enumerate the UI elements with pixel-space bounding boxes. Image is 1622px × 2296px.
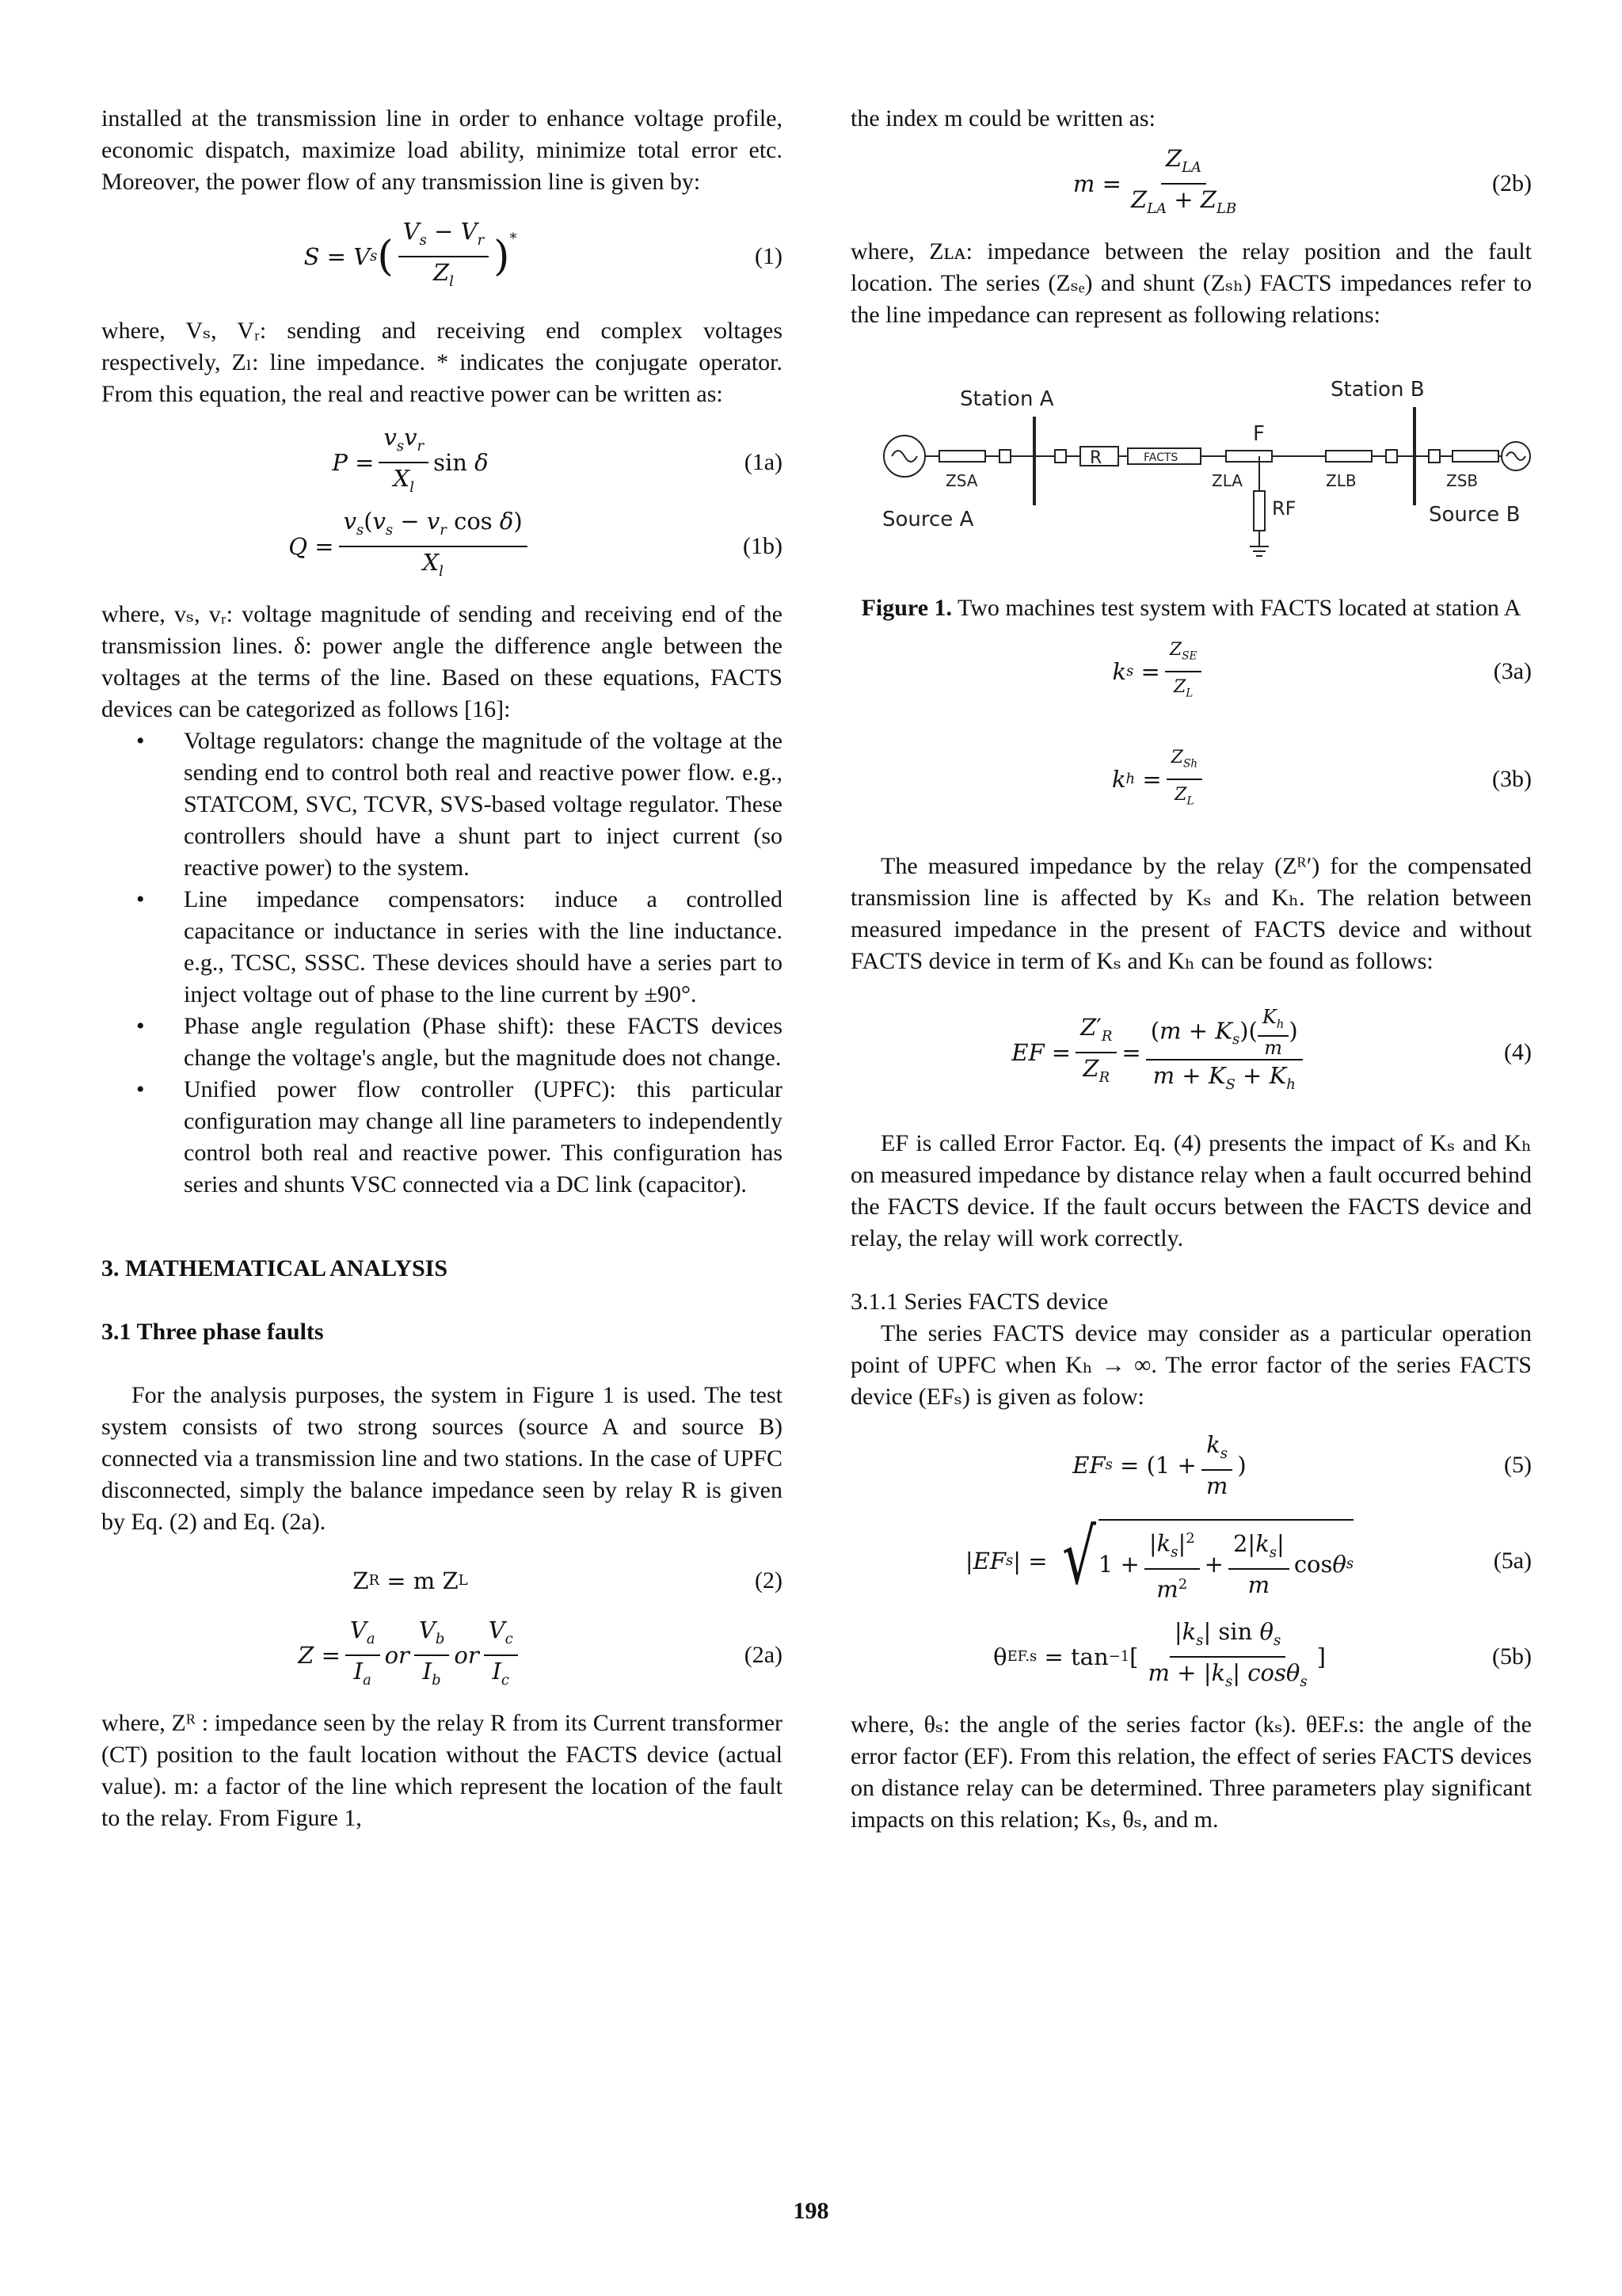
paragraph: where, Zʟᴀ: impedance between the relay position and the fault location. The series (Zₛₑ) and shunt (Zₛₕ) FACTS impedances refer to the line impedance can represent as following relations:: [851, 238, 1532, 328]
label-relay: R: [1090, 448, 1102, 468]
equation-number: (1b): [743, 533, 782, 559]
right-column: [851, 103, 1532, 1836]
equation-number: (5a): [1493, 1548, 1532, 1574]
equation-number: (3a): [1493, 658, 1532, 684]
paragraph: The measured impedance by the relay (Zᴿ′) for the compensated transmission line is affected by Kₛ and Kₕ. The relation between measured impedance in the present of FACTS device and without FACTS device in term of Kₛ and Kₕ can be found as follows:: [851, 853, 1532, 974]
source-b-wave-icon: [1506, 452, 1525, 460]
list-item: • Line impedance compensators: induce a controlled capacitance or inductance in series with the line inductance. e.g., TCSC, SSSC. These devices should have a series part to inject voltage out of phase to the line current by ±90°.: [184, 884, 782, 1011]
equation-number: (2): [755, 1567, 782, 1593]
section-heading: 3. MATHEMATICAL ANALYSIS: [101, 1255, 448, 1281]
equation-number: (3b): [1492, 766, 1532, 792]
paragraph: where, vₛ, vᵣ: voltage magnitude of sending and receiving end of the transmission lines. δ: power angle the difference angle between the voltages at the terms of the line. Based on these equations, FACTS devices can be categorized as follows [16]:: [101, 601, 782, 722]
equation-3b: k h = $\frac{Z_{Sh}}{Z_L}$ (3b): [851, 748, 1532, 811]
figure-caption: [851, 592, 1532, 624]
label-source-b: Source B: [1429, 503, 1521, 527]
equation-5a: | EF s | = √ 1 + $\frac{|k_s|^2}{m^2}$ + $\frac{2|k_s|}{m}$ cos θ s (5a): [851, 1517, 1532, 1605]
bullet-list: [101, 725, 782, 1201]
page-number: 198: [793, 2198, 829, 2224]
list-item: • Unified power flow controller (UPFC): this particular configuration may change all line parameters to independently control both real and reactive power. This configuration has series and shunts VSC connected via a DC link (capacitor).: [184, 1074, 782, 1201]
label-facts: FACTS: [1144, 451, 1178, 464]
equation-3a: k s = $\frac{Z_{SE}}{Z_L}$ (3a): [851, 640, 1532, 703]
equation-1a: P = $\frac{v_sv_r}{X_l}$ sin δ (1a): [332, 424, 782, 496]
equation-number: (2a): [744, 1642, 782, 1668]
equation-number: (4): [1504, 1039, 1532, 1065]
circuit-diagram: [851, 355, 1532, 592]
label-zsa: ZSA: [946, 471, 978, 490]
list-item: • Phase angle regulation (Phase shift): these FACTS devices change the voltage's angle, but the magnitude does not change.: [184, 1011, 782, 1074]
label-zsb: ZSB: [1446, 471, 1479, 490]
equation-number: (2b): [1492, 170, 1532, 196]
equation-1: S = V s ( $\frac{V_s - V_r}{Z_l}$ ) * (1): [101, 219, 782, 295]
equation-5: EF s = (1 + $\frac{k_s}{m}$ ) (5): [1072, 1431, 1532, 1499]
paragraph: The series FACTS device may consider as a particular operation point of UPFC when Kₕ → ∞. The error factor of the series FACTS device (EFₛ) is given as folow:: [851, 1320, 1532, 1410]
label-rf: RF: [1272, 497, 1296, 520]
caption-text: Two machines test system with FACTS located at station A: [957, 595, 1521, 621]
equation-number: (1): [755, 243, 782, 269]
label-zlb: ZLB: [1326, 471, 1357, 490]
equation-2: Z R = m Z L (2): [101, 1559, 782, 1603]
paragraph: EF is called Error Factor. Eq. (4) presents the impact of Kₛ and Kₕ on measured impedance by distance relay when a fault occurred behind the FACTS device. If the fault occurs between the FACTS device and relay, the relay will work correctly.: [851, 1130, 1532, 1251]
caption-label: Figure 1.: [861, 595, 953, 621]
list-item: • Voltage regulators: change the magnitude of the voltage at the sending end to control both real and reactive power flow. e.g., STATCOM, SVC, TCVR, SVS-based voltage regulator. These controllers should have a shunt part to inject current (so reactive power) to the system.: [184, 725, 782, 884]
equation-2b: m = $\frac{Z_{LA}}{Z_{LA} + Z_{LB}}$ (2b): [1072, 145, 1532, 217]
paragraph: installed at the transmission line in order to enhance voltage profile, economic dispatch, maximize load ability, minimize total error etc. Moreover, the power flow of any transmission line is given by:: [101, 105, 782, 195]
subsection-heading: 3.1.1 Series FACTS device: [851, 1289, 1109, 1315]
left-column: [101, 103, 782, 1834]
paragraph: the index m could be written as:: [851, 105, 1156, 131]
fault-resistor: [1254, 491, 1265, 531]
label-station-b: Station B: [1331, 378, 1425, 402]
equation-1b: Q = $\frac{v_s(v_s - v_r \cos \delta)}{X_l}$ (1b): [288, 508, 782, 580]
label-fault: F: [1253, 422, 1265, 446]
paragraph: For the analysis purposes, the system in Figure 1 is used. The test system consists of two strong sources (source A and source B) connected via a transmission line and two stations. In the case of UPFC disconnected, simply the balance impedance seen by relay R is given by Eq. (2) and Eq. (2a).: [101, 1382, 782, 1535]
equation-number: (5b): [1492, 1643, 1532, 1670]
label-zla: ZLA: [1212, 471, 1243, 490]
equation-number: (1a): [744, 449, 782, 475]
paragraph: where, Zᴿ : impedance seen by the relay R from its Current transformer (CT) position to the fault location without the FACTS device (actual value). m: a factor of the line which represent the location of the fault to the relay. From Figure 1,: [101, 1710, 782, 1831]
equation-number: (5): [1504, 1452, 1532, 1478]
paragraph: where, Vₛ, Vᵣ: sending and receiving end complex voltages respectively, Zₗ: line impedance. * indicates the conjugate operator. From this equation, the real and reactive power can be written as:: [101, 318, 782, 407]
equation-5b: θ EF.s = tan −1 [ $\frac{|k_s| \sin \theta_s}{m + |k_s| \cos\theta_s}$ ] (5b): [993, 1618, 1532, 1690]
equation-2a: Z = $\frac{V_a}{I_a}$ or $\frac{V_b}{I_b}$ or $\frac{V_c}{I_c}$ (2a): [298, 1616, 782, 1689]
subsection-heading: 3.1 Three phase faults: [101, 1319, 324, 1345]
label-source-a: Source A: [882, 508, 974, 531]
figure-1: [851, 355, 1532, 592]
source-a-wave-icon: [892, 451, 917, 462]
label-station-a: Station A: [960, 387, 1054, 411]
paragraph: where, θₛ: the angle of the series factor (kₛ). θEF.s: the angle of the error factor (EF). From this relation, the effect of series FACTS devices on distance relay can be determined. Three parameters play significant impacts on this relation; Kₛ, θₛ, and m.: [851, 1712, 1532, 1833]
equation-4: EF = $\frac{Z'_R}{Z_R}$ = $(m + K_s)$( $\frac{K_h}{m}$ ) $m + K_S + K_h$ (4): [851, 1009, 1532, 1096]
